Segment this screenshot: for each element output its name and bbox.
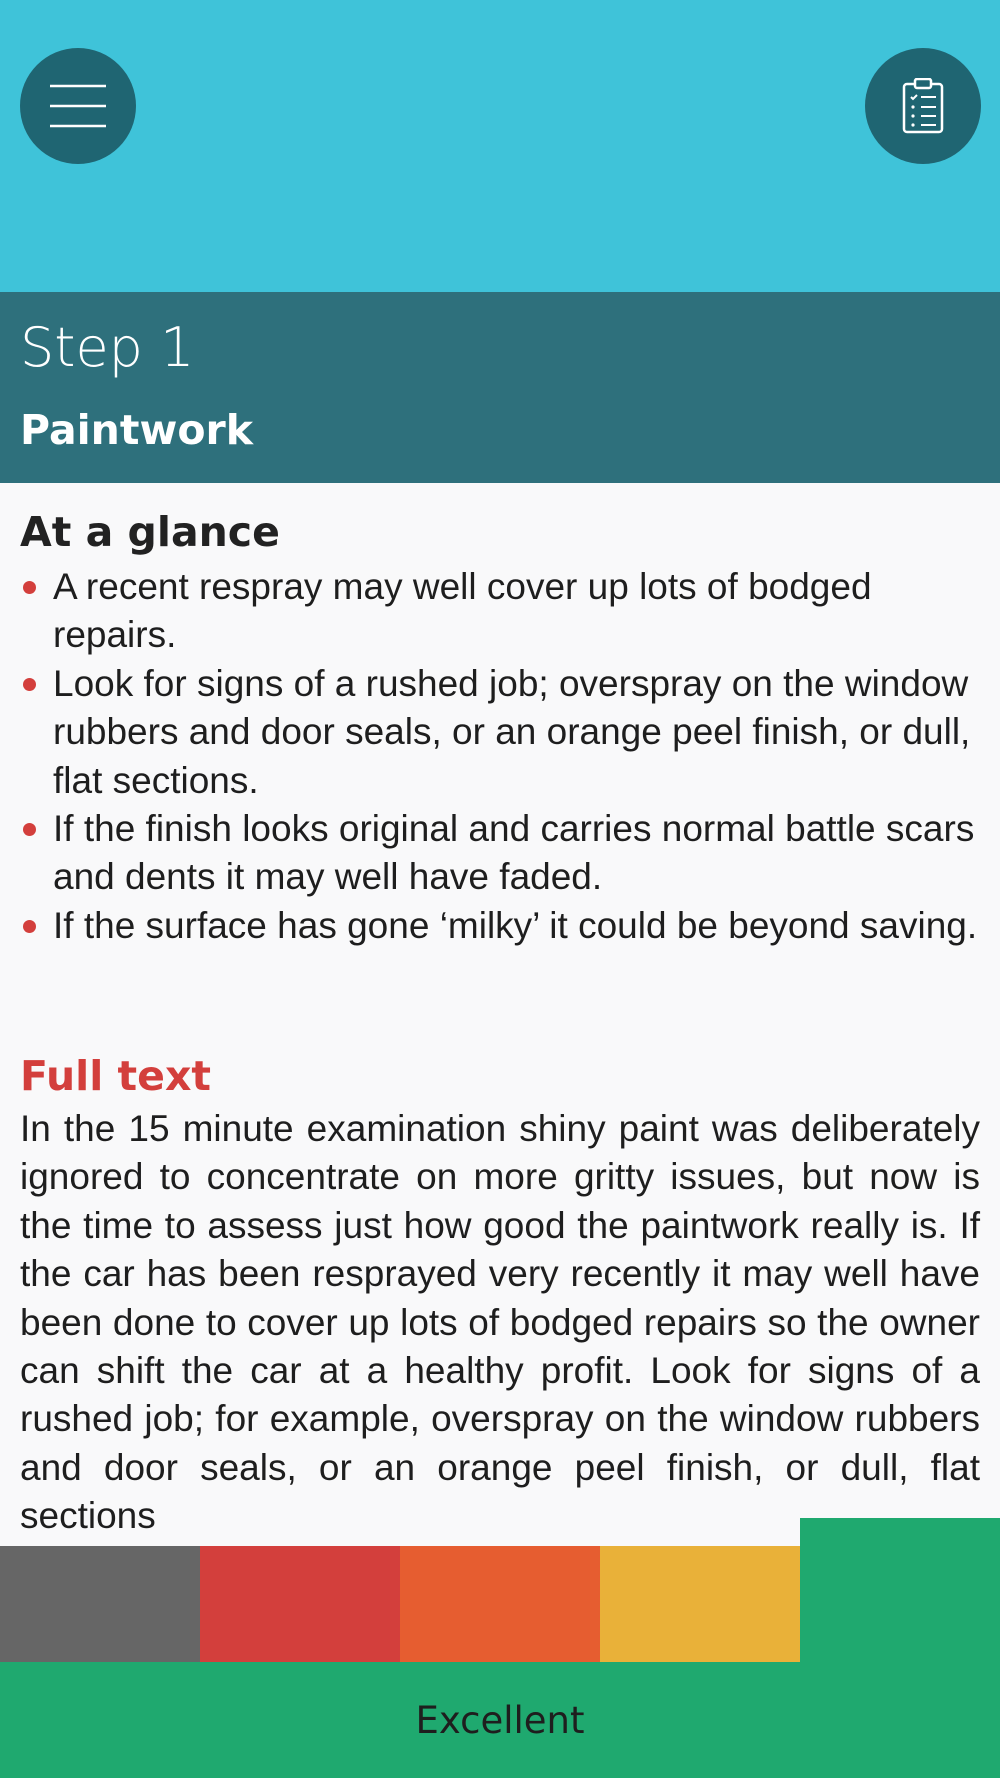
step-title: Paintwork [20, 406, 253, 454]
clipboard-checklist-icon [902, 78, 944, 134]
glance-item [20, 563, 980, 660]
glance-item [20, 805, 980, 902]
bullet-icon [23, 920, 36, 933]
rating-label-bar [0, 1662, 1000, 1778]
glance-item-text: If the surface has gone ‘milky’ it could be beyond saving. [53, 904, 978, 946]
checklist-button[interactable] [865, 48, 981, 164]
rating-option-orange[interactable] [400, 1546, 600, 1662]
glance-heading: At a glance [20, 508, 280, 556]
rating-option-red[interactable] [200, 1546, 400, 1662]
step-number: Step 1 [20, 316, 195, 379]
glance-item [20, 660, 980, 805]
bullet-icon [23, 581, 36, 594]
rating-option-grey[interactable] [0, 1546, 200, 1662]
rating-selected-label: Excellent [415, 1698, 585, 1742]
rating-option-green[interactable] [800, 1518, 1000, 1662]
glance-item [20, 902, 980, 950]
content-scroll-area[interactable] [0, 483, 1000, 1546]
top-bar [0, 0, 1000, 292]
full-text-body: In the 15 minute examination shiny paint was deliberately ignored to concentrate on more gritty issues, but now is the time to assess just how good the paintwork really is. If the car has been resprayed very recently it may well have been done to cover up lots of bodged repairs so the owner can shift the car at a healthy profit. Look for signs of a rushed job; for example, overspray on the window rubbers and door seals, or an orange peel finish, or dull, flat sections [20, 1108, 980, 1537]
bullet-icon [23, 823, 36, 836]
glance-list [20, 563, 980, 950]
full-text-heading: Full text [20, 1052, 211, 1100]
rating-option-yellow[interactable] [600, 1546, 800, 1662]
glance-item-text: Look for signs of a rushed job; overspray on the window rubbers and door seals, or an orange peel finish, or dull, flat sections. [53, 662, 971, 801]
glance-item-text: If the finish looks original and carries normal battle scars and dents it may well have faded. [53, 808, 975, 898]
glance-item-text: A recent respray may well cover up lots of bodged repairs. [53, 566, 872, 656]
menu-button[interactable] [20, 48, 136, 164]
rating-bar [0, 1546, 1000, 1662]
hamburger-menu-icon [50, 84, 106, 128]
bullet-icon [23, 678, 36, 691]
